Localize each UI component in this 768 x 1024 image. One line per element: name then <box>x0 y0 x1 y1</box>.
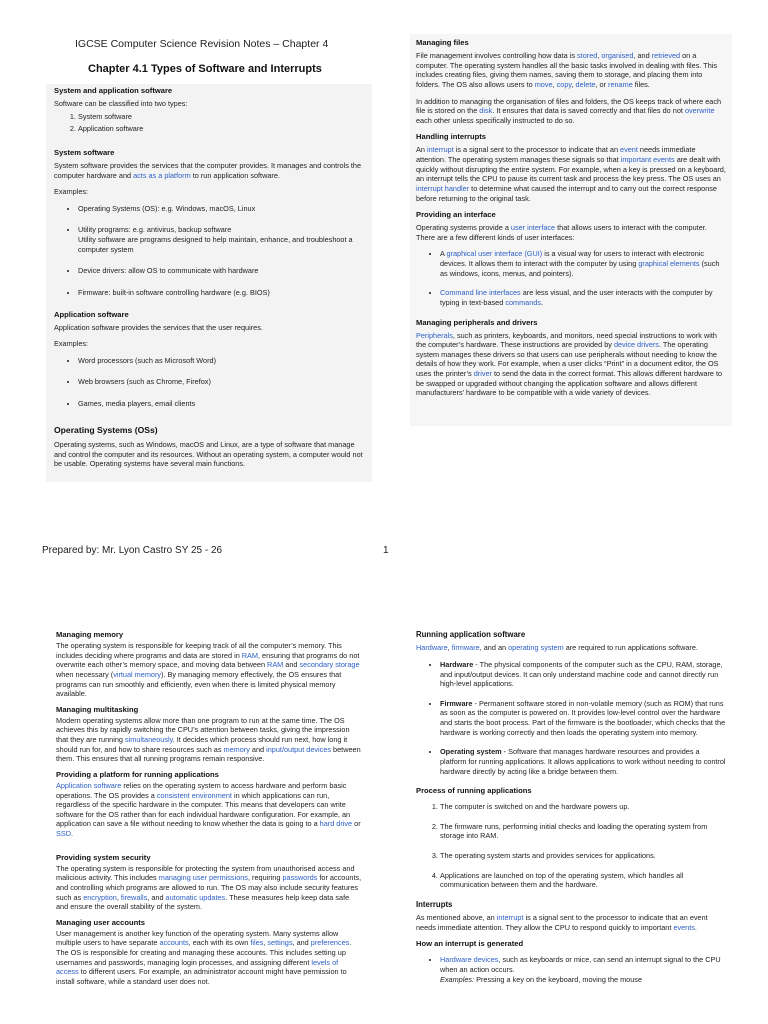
link[interactable]: graphical elements <box>638 259 700 269</box>
list-item: • Hardware devices, such as keyboards or mice, can send an interrupt signal to the CPU when an action occurs. Examples: Pressing a key on the keyboard, moving the mouse <box>440 955 726 984</box>
software-types-list <box>54 112 364 134</box>
list-item: • A graphical user interface (GUI) is a visual way for users to interact with electronic devices. It allows them to interact with the computer by using graphical elements (such as windows, icons, menus, and pointers). <box>440 249 726 278</box>
section-heading-interrupts-2: Interrupts <box>416 899 453 909</box>
files-paragraph: File management involves controlling how data is stored, organised, and retrieved on a computer. The operating system handles all the basic tasks involved in dealing with files. This includes creating files, giving them names, saving them to storage, and placing them into folders. The OS also allows users to move, copy, delete, or rename files. <box>416 51 718 89</box>
link[interactable]: Peripherals <box>416 330 453 340</box>
link[interactable]: hard drive <box>319 819 353 829</box>
security-paragraph: The operating system is responsible for protecting the system from unauthorised access and malicious activity. This includes managing user permissions, requiring passwords for accounts, and controlling which programs are allowed to run. The OS may also include security features such as encryption, firewalls, and automatic updates. These measures help keep data safe and ensure the overall stability of the system. <box>56 863 362 912</box>
platform-paragraph: Application software relies on the operating system to access hardware and perform basic operations. The OS provides a consistent environment in which applications can run, regardless of the specific hardware in the computer. This means that developers can write software for the OS rather than for each individual hardware configuration. For example, an application can save a file without needing to know whether the data is going to a hard drive or SSD. <box>56 780 361 839</box>
section-heading-generated: How an interrupt is generated <box>416 939 524 949</box>
list-item: • Games, media players, email clients <box>78 399 364 409</box>
link[interactable]: files <box>250 938 264 948</box>
multitasking-paragraph: Modern operating systems allow more than one program to run at the same time. The OS achieves this by rapidly switching the CPU’s attention between tasks, giving the impression that they are running simultaneously. It decides which process should run next, how long it should run for, and how to share resources such as memory and input/output devices between them. This ensures that all running programs remain responsive. <box>56 715 361 764</box>
chapter-title: Chapter 4.1 Types of Software and Interrupts <box>88 63 322 75</box>
list-item: • Web browsers (such as Chrome, Firefox) <box>78 377 364 387</box>
link[interactable]: Command line interfaces <box>440 288 521 298</box>
application-software-text: Application software provides the services that the user requires. <box>54 322 263 332</box>
link[interactable]: memory <box>223 744 250 754</box>
link[interactable]: event <box>620 145 638 155</box>
link[interactable]: input/output devices <box>266 744 332 754</box>
link[interactable]: encryption <box>83 892 117 902</box>
link[interactable]: events <box>673 922 695 932</box>
running-apps-paragraph: Hardware, firmware, and an operating system are required to run applications software. <box>416 643 698 653</box>
link[interactable]: driver <box>473 369 492 379</box>
page-header: IGCSE Computer Science Revision Notes – Chapter 4 <box>75 38 329 50</box>
link[interactable]: managing user permissions <box>158 873 248 883</box>
list-item: • Firmware: built-in software controlling hardware (e.g. BIOS) <box>78 288 364 298</box>
link[interactable]: settings <box>267 938 293 948</box>
list-item: 2. Application software <box>78 124 364 134</box>
link[interactable]: user interface <box>510 223 556 233</box>
list-item: • Firmware - Permanent software stored in non-volatile memory (such as ROM) that runs as soon as the computer is powered on. It provides low-level control over the hardware and starts the boot process. Part of the firmware is the bootloader, which checks that the hardware is working correctly and then loads the operating system into memory. <box>440 699 726 738</box>
page2-left-column <box>46 626 372 1008</box>
link[interactable]: firewalls <box>120 892 148 902</box>
section-heading-process: Process of running applications <box>416 786 532 796</box>
link[interactable]: device drivers <box>613 340 659 350</box>
list-item: • Operating system - Software that manages hardware resources and provides a platform for running applications. It allows applications to work without needing to control hardware directly by acting like a bridge between them. <box>440 747 726 776</box>
section-heading-accounts: Managing user accounts <box>56 917 146 927</box>
link[interactable]: move <box>534 79 553 89</box>
components-list <box>416 660 726 776</box>
interrupts-paragraph-2: As mentioned above, an interrupt is a signal sent to the processor to indicate that an event needs immediate attention. They allow the CPU to respond quickly to important events. <box>416 913 708 932</box>
page-number: 1 <box>383 545 389 556</box>
list-item: • Hardware - The physical components of the computer such as the CPU, RAM, storage, and input/output devices. It can only understand machine code and cannot directly run high-level applications. <box>440 660 726 689</box>
interrupts-paragraph: An interrupt is a signal sent to the processor to indicate that an event needs immediate attention. The operating system manages these signals so that important events are dealt with quickly without disrupting the entire system. For example, when a key is pressed on a keyboard, an interrupt tells the CPU to pause its current task and process the key press. The OS uses an interrupt handler to determine what caused the interrupt and to carry out the correct response before returning to the original task. <box>416 145 726 203</box>
list-item: • Operating Systems (OS): e.g. Windows, macOS, Linux <box>78 204 364 214</box>
list-item: 2. The firmware runs, performing initial checks and loading the operating system from storage into RAM. <box>440 822 726 841</box>
section-heading-peripherals: Managing peripherals and drivers <box>416 317 538 327</box>
section-heading-running-apps: Running application software <box>416 630 526 639</box>
link[interactable]: Application software <box>56 780 122 790</box>
link[interactable]: acts as a platform <box>133 170 191 180</box>
interface-list <box>416 249 726 307</box>
page-footer: Prepared by: Mr. Lyon Castro SY 25 - 26 <box>42 545 223 556</box>
examples-label: Examples: <box>54 187 89 197</box>
section-heading-operating-systems: Operating Systems (OSs) <box>54 424 158 435</box>
list-item: 4. Applications are launched on top of the operating system, which handles all communication between them and the hardware. <box>440 871 726 890</box>
link[interactable]: interrupt <box>496 913 524 923</box>
link[interactable]: SSD <box>56 829 72 839</box>
utility-note: Utility software are programs designed to help maintain, enhance, and troubleshoot a computer system <box>78 235 353 254</box>
section-heading-application-software: Application software <box>54 309 129 319</box>
link[interactable]: levels of access <box>56 957 339 977</box>
link[interactable]: RAM <box>267 660 284 670</box>
link[interactable]: accounts <box>159 938 189 948</box>
process-steps-list <box>416 802 726 890</box>
peripherals-paragraph: Peripherals, such as printers, keyboards, and monitors, need special instructions to work with the computer’s hardware. These instructions are provided by device drivers. The operating system manages these drivers so that users can use peripherals without needing to know the details of how they work. For example, when a user clicks “Print” in a document editor, the OS uses the printer’s driver to send the data in the correct format. This allows different hardware to be swapped or upgraded without changing the application software and allows different manufacturers’ hardware to be compatible with a wide variety of devices. <box>416 330 723 398</box>
page1-right-column <box>410 34 732 426</box>
link[interactable]: operating system <box>508 643 564 653</box>
list-item: • Utility programs: e.g. antivirus, backup software Utility software are programs designed to help maintain, enhance, and troubleshoot a computer system <box>78 225 364 254</box>
link[interactable]: secondary storage <box>299 660 360 670</box>
link[interactable]: important events <box>620 155 675 165</box>
page1-left-column <box>46 84 372 482</box>
link[interactable]: delete <box>575 79 596 89</box>
software-intro: Software can be classified into two types: <box>54 99 188 109</box>
link[interactable]: consistent environment <box>156 790 232 800</box>
link[interactable]: Hardware devices <box>440 955 499 965</box>
list-item: 1. System software <box>78 112 364 122</box>
link[interactable]: firmware <box>451 643 480 653</box>
section-heading-system-software: System software <box>54 147 115 157</box>
section-heading-interrupts: Handling interrupts <box>416 132 487 142</box>
link[interactable]: interrupt handler <box>416 183 470 193</box>
files-paragraph-2: In addition to managing the organisation of files and folders, the OS keeps track of where each file is stored on the disk. It ensures that data is saved correctly and that files do not overwrite each other unless specifically instructed to do so. <box>416 96 722 125</box>
section-heading-memory: Managing memory <box>56 630 124 639</box>
list-item: 3. The operating system starts and provides services for applications. <box>440 851 726 861</box>
link[interactable]: rename <box>608 79 633 89</box>
link[interactable]: preferences <box>310 938 350 948</box>
link[interactable]: Hardware <box>416 643 448 653</box>
link[interactable]: overwrite <box>684 106 715 116</box>
section-heading-security: Providing system security <box>56 852 151 862</box>
application-examples-list <box>54 356 364 409</box>
system-examples-list <box>54 204 364 298</box>
os-text: Operating systems, such as Windows, macOS and Linux, are a type of software that manage and control the computer and its resources. Without an operating system, a computer would not be usable. Operating systems have several main functions. <box>54 440 363 469</box>
interface-paragraph: Operating systems provide a user interface that allows users to interact with the computer. There are a few different kinds of user interfaces: <box>416 223 707 242</box>
link[interactable]: virtual memory <box>113 669 162 679</box>
link[interactable]: disk <box>479 106 493 116</box>
list-item: • Word processors (such as Microsoft Word) <box>78 356 364 366</box>
section-heading-platform: Providing a platform for running applications <box>56 769 219 779</box>
section-heading-system-application: System and application software <box>54 86 173 95</box>
interrupt-sources-list <box>416 955 726 984</box>
section-heading-interface: Providing an interface <box>416 210 496 220</box>
list-item: • Command line interfaces are less visual, and the user interacts with the computer by typing in text-based commands. <box>440 288 726 307</box>
section-heading-multitasking: Managing multitasking <box>56 704 139 714</box>
link[interactable]: passwords <box>282 873 318 883</box>
examples-label: Examples: <box>54 339 89 349</box>
memory-paragraph: The operating system is responsible for keeping track of all the computer’s memory. This includes deciding where programs and data are stored in RAM, ensuring that programs do not overwrite each other’s memory space, and moving data between RAM and secondary storage when necessary (virtual memory). By managing memory effectively, the OS ensures that programs can run smoothly and efficiently, even when there is limited physical memory available. <box>56 641 360 699</box>
link[interactable]: RAM <box>241 650 258 660</box>
link[interactable]: graphical user interface (GUI) <box>446 249 543 259</box>
link[interactable]: retrieved <box>651 51 681 61</box>
link[interactable]: automatic updates <box>165 892 226 902</box>
list-item: • Device drivers: allow OS to communicate with hardware <box>78 266 364 276</box>
section-heading-managing-files: Managing files <box>416 38 469 47</box>
link[interactable]: commands <box>505 297 541 307</box>
list-item: 1. The computer is switched on and the hardware powers up. <box>440 802 726 812</box>
link[interactable]: interrupt <box>426 145 454 155</box>
accounts-paragraph: User management is another key function of the operating system. Many systems allow multiple users to have separate accounts, each with its own files, settings, and preferences. The OS is responsible for creating and managing these accounts. This includes setting up usernames and passwords, managing login processes, and assigning different levels of access to different users. For example, an administrator account might have permission to install software, while a standard user does not. <box>56 928 352 986</box>
link[interactable]: organised <box>601 51 634 61</box>
system-software-text: System software provides the services that the computer provides. It manages and controls the computer hardware and acts as a platform to run application software. <box>54 160 362 180</box>
page2-right-column <box>410 626 732 1024</box>
link[interactable]: copy <box>556 79 572 89</box>
link[interactable]: stored <box>577 51 598 61</box>
link[interactable]: simultaneously <box>124 735 173 745</box>
